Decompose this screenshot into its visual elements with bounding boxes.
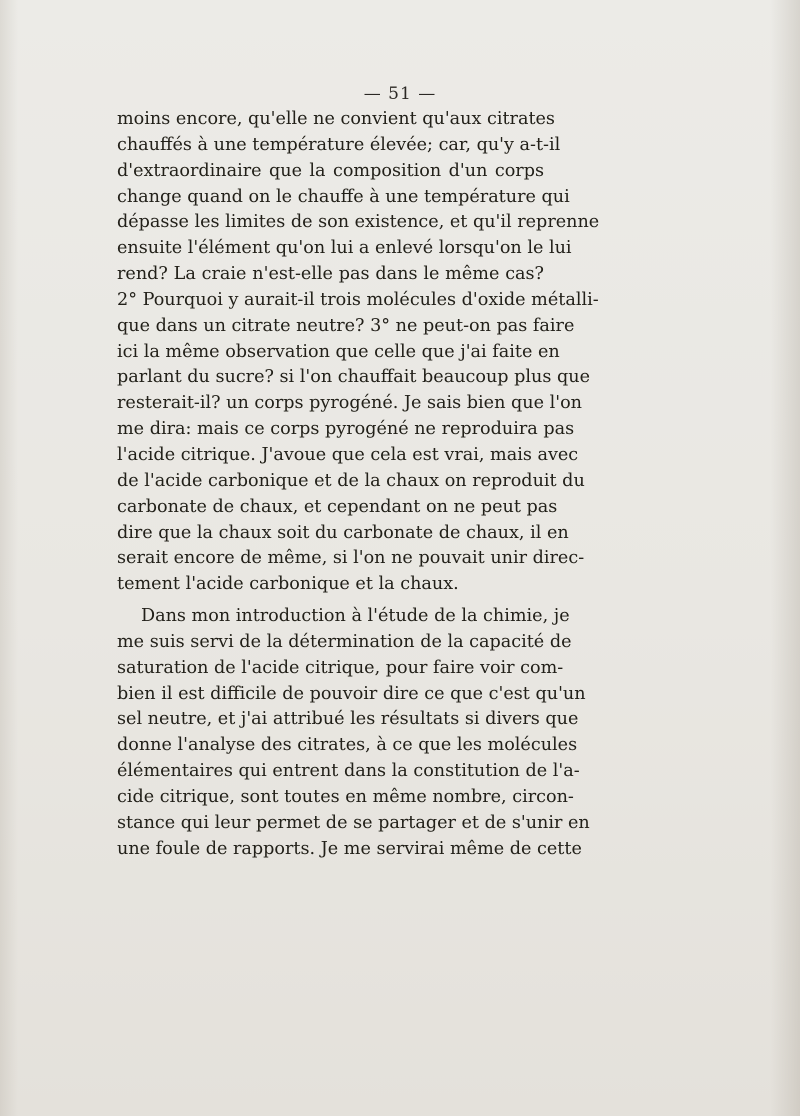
text-line: l'acide citrique. J'avoue que cela est vrai, mais avec (117, 444, 579, 465)
text-line: carbonate de chaux, et cependant on ne peut pas (117, 496, 558, 517)
text-line: élémentaires qui entrent dans la constitution de l'a- (117, 761, 580, 782)
text-line: ici la même observation que celle que j'ai faite en (117, 341, 560, 362)
text-line: moins encore, qu'elle ne convient qu'aux citrates (117, 109, 555, 129)
text-line: saturation de l'acide citrique, pour faire voir com- (117, 657, 564, 678)
text-line: sel neutre, et j'ai attribué les résultats si divers que (117, 709, 579, 730)
text-line: stance qui leur permet de se partager et de s'unir en (117, 812, 590, 833)
text-line: me dira: mais ce corps pyrogéné ne reproduira pas (117, 419, 575, 440)
text-line: bien il est difficile de pouvoir dire ce que c'est qu'un (117, 683, 586, 704)
text-line: parlant du sucre? si l'on chauffait beaucoup plus que (117, 367, 591, 388)
body-text (117, 107, 600, 862)
text-line: me suis servi de la détermination de la capacité de (117, 631, 572, 652)
text-line: d'extraordinaire que la composition d'un corps (117, 160, 544, 181)
text-line: dire que la chaux soit du carbonate de chaux, il en (117, 522, 569, 543)
text-line: une foule de rapports. Je me servirai même de cette (117, 838, 582, 859)
paragraph-2 (117, 604, 590, 862)
text-line: cide citrique, sont toutes en même nombre, circon- (117, 786, 574, 807)
text-line: Dans mon introduction à l'étude de la chimie, je (141, 606, 570, 627)
text-line: rend? La craie n'est-elle pas dans le même cas? (117, 264, 544, 285)
text-line: que dans un citrate neutre? 3° ne peut-on pas faire (117, 315, 575, 336)
paragraph-1 (117, 107, 600, 598)
text-line: donne l'analyse des citrates, à ce que les molécules (117, 735, 578, 756)
text-line: dépasse les limites de son existence, et qu'il reprenne (117, 212, 600, 233)
text-line: chauffés à une température élevée; car, qu'y a-t-il (117, 134, 561, 155)
text-line: change quand on le chauffe à une température qui (117, 186, 570, 207)
page-number: — 51 — (363, 84, 437, 104)
text-line: de l'acide carbonique et de la chaux on reproduit du (117, 470, 585, 491)
text-line: resterait-il? un corps pyrogéné. Je sais bien que l'on (117, 393, 582, 414)
text-line: tement l'acide carbonique et la chaux. (117, 574, 459, 595)
text-line: 2° Pourquoi y aurait-il trois molécules d'oxide métalli- (117, 289, 599, 310)
text-line: serait encore de même, si l'on ne pouvait unir direc- (117, 548, 585, 569)
text-line: ensuite l'élément qu'on lui a enlevé lorsqu'on le lui (117, 238, 572, 259)
